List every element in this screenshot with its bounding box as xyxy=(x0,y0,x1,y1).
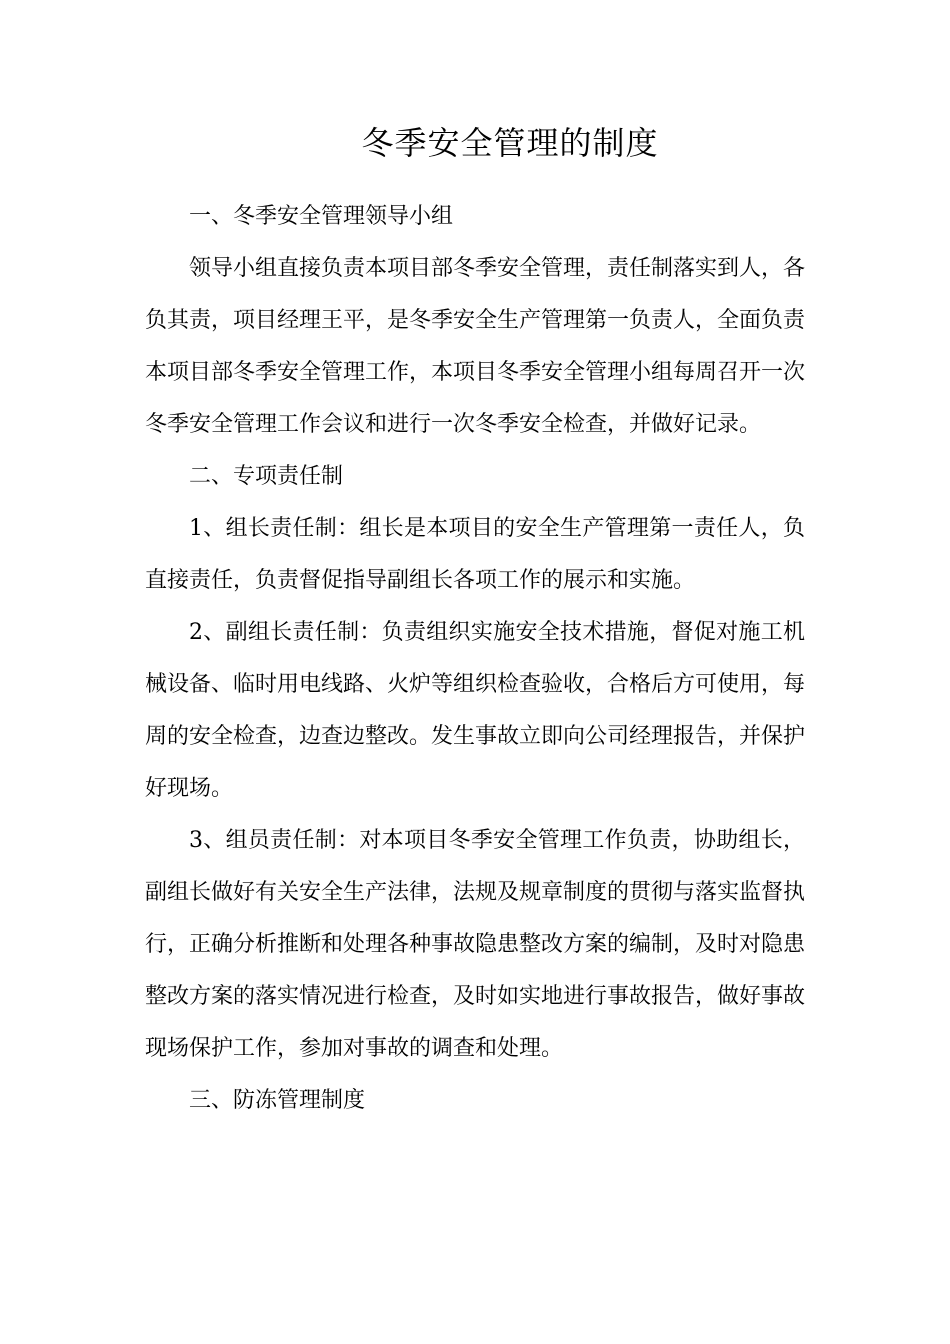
paragraph-deputy-leader-responsibility: 2、副组长责任制：负责组织实施安全技术措施，督促对施工机械设备、临时用电线路、火炉等组织检查验收，合格后方可使用，每周的安全检查，边查边整改。发生事故立即向公司经理报告，并保护好现场。 xyxy=(145,620,806,801)
paragraph-member-responsibility: 3、组员责任制：对本项目冬季安全管理工作负责，协助组长，副组长做好有关安全生产法律，法规及规章制度的贯彻与落实监督执行，正确分析推断和处理各种事故隐患整改方案的编制，及时对隐患整改方案的落实情况进行检查，及时如实地进行事故报告，做好事故现场保护工作，参加对事故的调查和处理。 xyxy=(145,828,806,1061)
section-heading-leadership-group: 一、冬季安全管理领导小组 xyxy=(189,204,454,229)
paragraph-leadership-group: 领导小组直接负责本项目部冬季安全管理，责任制落实到人，各负其责，项目经理王平，是冬季安全生产管理第一负责人，全面负责本项目部冬季安全管理工作，本项目冬季安全管理小组每周召开一次冬季安全管理工作会议和进行一次冬季安全检查，并做好记录。 xyxy=(145,256,806,437)
document-title: 冬季安全管理的制度 xyxy=(361,124,659,162)
document-body xyxy=(145,191,805,1127)
paragraph-leader-responsibility: 1、组长责任制：组长是本项目的安全生产管理第一责任人，负直接责任，负责督促指导副组长各项工作的展示和实施。 xyxy=(145,516,805,593)
section-heading-antifreeze-management: 三、防冻管理制度 xyxy=(189,1088,366,1113)
section-heading-special-responsibility: 二、专项责任制 xyxy=(189,464,344,489)
